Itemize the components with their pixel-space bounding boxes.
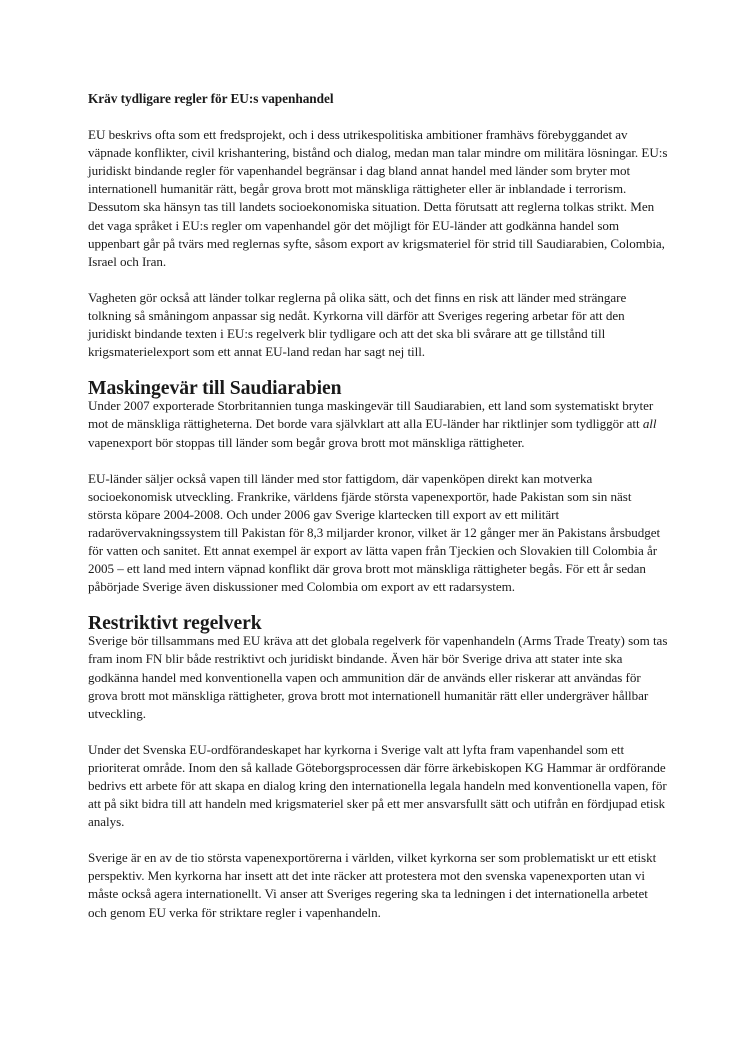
emphasized-text: all [642, 416, 657, 432]
paragraph-text: vapenexport bör stoppas till länder som begår grova brott mot mänskliga rättigheter. [88, 434, 525, 450]
section-paragraph: Sverige är en av de tio största vapenexportörerna i världen, vilket kyrkorna ser som problematiskt ur ett etiskt perspektiv. Men kyrkorna har insett att det inte räcker att protestera mot den svenska vapenexporten utan vi måste också agera internationellt. Vi anser att Sveriges regering ska ta ledningen i det internationella arbetet och genom EU verka för striktare regler i vapenhandeln. [88, 850, 657, 920]
section-paragraph: Sverige bör tillsammans med EU kräva att det globala regelverk för vapenhandeln (Arms Trade Treaty) som tas fram inom FN blir både restriktivt och juridiskt bindande. Även här bör Sverige driva att stater inte ska godkänna handel med konventionella vapen och ammunition där de används eller riskerar att användas för grova brott mot mänskliga rättigheter, grova brott mot internationell humanitär rätt eller undergräver hållbar utveckling. [88, 633, 668, 721]
document-page [88, 90, 668, 940]
section-paragraph [88, 397, 668, 451]
paragraph-text: Under 2007 exporterade Storbritannien tunga maskingevär till Saudiarabien, ett land som systematiskt bryter mot de mänskliga rättigheterna. Det borde vara självklart att alla EU-länder har riktlinjer som tydliggör att [88, 398, 654, 432]
intro-paragraph-1: EU beskrivs ofta som ett fredsprojekt, och i dess utrikespolitiska ambitioner framhävs förebyggandet av väpnade konflikter, civil krishantering, bistånd och dialog, medan man talar mindre om militära lösningar. EU:s juridiskt bindande regler för vapenhandel begränsar i dag bland annat handel med länder som bryter mot internationell humanitär rätt, begår grova brott mot mänskliga rättigheter eller är inblandade i terrorism. Dessutom ska hänsyn tas till landets socioekonomiska situation. Detta förutsatt att reglerna tolkas strikt. Men det vaga språket i EU:s regler om vapenhandel gör det möjligt för EU-länder att godkänna handel som uppenbart går på tvärs med reglernas syfte, såsom export av krigsmateriel för strid till Saudiarabien, Colombia, Israel och Iran. [88, 127, 668, 269]
section-paragraph: Under det Svenska EU-ordförandeskapet har kyrkorna i Sverige valt att lyfta fram vapenhandel som ett prioriterat område. Inom den så kallade Göteborgsprocessen där förre ärkebiskopen KG Hammar är ordförande bedrivs ett arbete för att skapa en dialog kring den internationella legala handeln med konventionella vapen, för att på sikt bidra till att handeln med krigsmateriel sker på ett mer ansvarsfullt sätt och utifrån en fördjupad etisk analys. [88, 741, 667, 830]
intro-paragraph-2: Vagheten gör också att länder tolkar reglerna på olika sätt, och det finns en risk att länder med strängare tolkning så småningom anpassar sig nedåt. Kyrkorna vill därför att Sveriges regering arbetar för att den juridiskt bindande texten i EU:s regelverk blir tydligare och att det ska bli svårare att ge tillstånd till krigsmaterielexport som ett annat EU-land redan har sagt nej till. [88, 289, 627, 360]
section-paragraph: EU-länder säljer också vapen till länder med stor fattigdom, där vapenköpen direkt kan motverka socioekonomisk utveckling. Frankrike, världens fjärde största vapenexportör, hade Pakistan som sin näst största köpare 2004-2008. Och under 2006 gav Sverige klartecken till export av ett militärt radarövervakningssystem till Pakistan för 8,3 miljarder kronor, vilket är 12 gånger mer än Pakistans årsbudget för vatten och sanitet. Ett annat exempel är export av lätta vapen från Tjeckien och Slovakien till Colombia år 2005 – ett land med intern väpnad konflikt där grova brott mot mänskliga rättigheter begås. För ett år sedan påbörjade Sverige även diskussioner med Colombia om export av ett radarsystem. [88, 470, 661, 595]
document-title: Kräv tydligare regler för EU:s vapenhandel [88, 91, 334, 106]
section-restriktivt-regelverk [88, 614, 668, 921]
section-heading: Maskingevär till Saudiarabien [88, 377, 342, 400]
section-heading: Restriktivt regelverk [88, 612, 262, 635]
section-maskingevar [88, 379, 668, 596]
